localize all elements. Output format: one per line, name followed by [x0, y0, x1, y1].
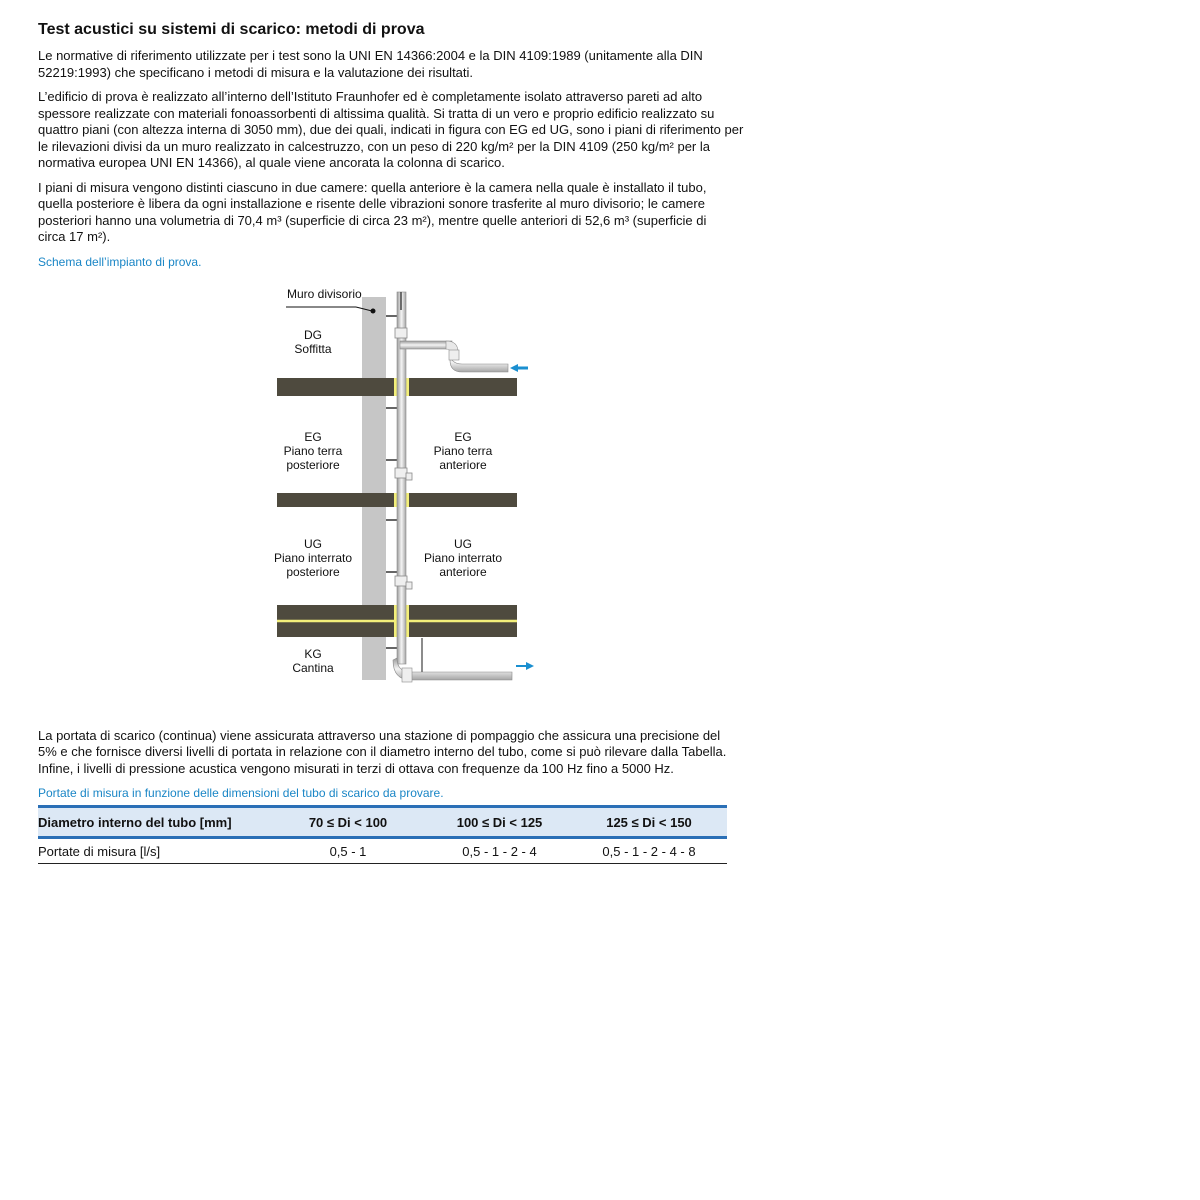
table-header-cell: 100 ≤ Di < 125 — [428, 807, 571, 838]
paragraph-1: Le normative di riferimento utilizzate per i test sono la UNI EN 14366:2004 e la DIN 4109:1989 (unitamente alla DIN 52219:1993) che specificano i metodi di misura e la valutazione dei risultati. — [38, 48, 703, 80]
flow-rates-table — [38, 805, 727, 864]
room-label-dg: DG Soffitta — [294, 327, 332, 356]
room-label-eg-front: EG Piano terra anteriore — [433, 429, 493, 472]
table-cell: Portate di misura [l/s] — [38, 838, 268, 864]
room-label-ug-front: UG Piano interrato anteriore — [423, 536, 503, 579]
outlet-pipe — [393, 638, 512, 682]
room-label-eg-back: EG Piano terra posteriore — [283, 429, 343, 472]
test-rig-drawing — [38, 280, 748, 710]
room-label-kg: KG Cantina — [292, 646, 334, 675]
table-header-cell: 125 ≤ Di < 150 — [571, 807, 727, 838]
table-caption: Portate di misura in funzione delle dimensioni del tubo di scarico da provare. — [38, 786, 444, 800]
table-row — [38, 838, 727, 864]
table-cell: 0,5 - 1 — [268, 838, 428, 864]
page-title: Test acustici su sistemi di scarico: metodi di prova — [38, 21, 425, 38]
inlet-arrow — [510, 364, 528, 372]
table-cell: 0,5 - 1 - 2 - 4 — [428, 838, 571, 864]
table-header-row — [38, 807, 727, 838]
outlet-arrow — [516, 662, 534, 670]
wall-label: Muro divisorio — [287, 286, 362, 301]
paragraph-2: L’edificio di prova è realizzato all’interno dell’Istituto Fraunhofer ed è completamente isolato attraverso pareti ad alto spessore realizzate con materiali fonoassorbenti di altissima qualità. Si tratta di un vero e proprio edificio realizzato su quattro piani (con altezza interna di 3050 mm), due dei quali, indicati in figura con EG ed UG, sono i piani di riferimento per le rilevazioni divisi da un muro realizzato in calcestruzzo, con un peso di 220 kg/m² per la DIN 4109 (250 kg/m² per la normativa europea UNI EN 14366), al quale viene ancorata la colonna di scarico. — [38, 89, 744, 170]
table-header-cell: 70 ≤ Di < 100 — [268, 807, 428, 838]
room-label-ug-back: UG Piano interrato posteriore — [273, 536, 353, 579]
paragraph-3: I piani di misura vengono distinti ciascuno in due camere: quella anteriore è la camera nella quale è installato il tubo, quella posteriore è libera da ogni installazione e risente delle vibrazioni sonore trasferite al muro divisorio; le camere posteriori hanno una volumetria di 70,4 m³ (superficie di circa 23 m²), mentre quelle anteriori di 52,6 m³ (superficie di circa 17 m²). — [38, 179, 707, 244]
figure-caption: Schema dell’impianto di prova. — [38, 254, 202, 269]
table-cell: 0,5 - 1 - 2 - 4 - 8 — [571, 838, 727, 864]
table-header-cell: Diametro interno del tubo [mm] — [38, 807, 268, 838]
inlet-pipe — [400, 341, 508, 372]
test-rig-diagram — [38, 280, 748, 710]
paragraph-4: La portata di scarico (continua) viene assicurata attraverso una stazione di pompaggio che assicura una precisione del 5% e che fornisce diversi livelli di portata in relazione con il diametro interno del tubo, come si può rilevare dalla Tabella. Infine, i livelli di pressione acustica vengono misurati in terzi di ottava con frequenze da 100 Hz fino a 5000 Hz. — [38, 727, 727, 776]
document-page — [38, 20, 748, 864]
